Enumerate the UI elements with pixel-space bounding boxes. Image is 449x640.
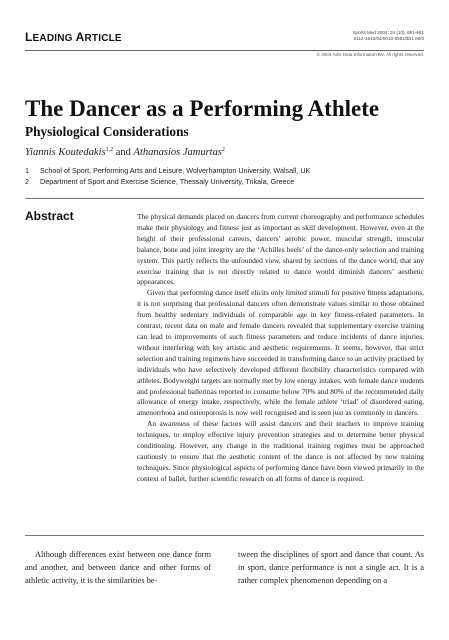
- section-label: [25, 30, 122, 44]
- section-label-rest-1: EADING: [32, 33, 76, 44]
- section-label-initial-2: A: [75, 30, 85, 44]
- abstract-heading: Abstract: [25, 209, 74, 223]
- header-divider: [25, 50, 424, 51]
- section-label-rest-2: RTICLE: [84, 33, 122, 44]
- affiliation-number: 2: [25, 176, 29, 186]
- journal-line-2: 0112-1642/04/0010-0651/$31.00/0: [353, 36, 424, 42]
- author-name: Athanasios Jamurtas: [133, 147, 222, 158]
- affiliation-item: [25, 177, 310, 188]
- author-list: [25, 147, 225, 158]
- abstract-top-divider: [25, 198, 424, 199]
- abstract-paragraph: Given that performing dance itself elicits only limited stimuli for positive fitness adaptations, it is not surprising that professional dancers often demonstrate values similar to those obtained from healthy sedentary individuals of comparable age in key fitness-related parameters. In contrast, recent data on male and female dancers revealed that supplementary exercise training can lead to improvements of such fitness parameters and reduce incidents of dance injuries, without interfering with key artistic and aesthetic requirements. It seems, however, that strict selection and training regimens have succeeded in transforming dance to an activity practised by individuals who have selectively developed different flexibility characteristics compared with athletes. Bodyweight targets are normally met by low energy intakes, with female dance students and professional ballerinas reported to consume below 70% and 80% of the recommended daily allowance of energy intake, respectively, while the female athlete ‘triad’ of disordered eating, amenorrhoea and osteoporosis is now well recognised and is seen just as commonly in dancers.: [137, 288, 424, 418]
- author-name: Yiannis Koutedakis: [25, 147, 106, 158]
- body-column-left: Although differences exist between one dance form and another, and between dance and other forms of athletic activity, it is the similarities be-: [25, 550, 211, 585]
- affiliation-text: Department of Sport and Exercise Science, Thessaly University, Trikala, Greece: [40, 176, 295, 186]
- abstract-body: [137, 212, 424, 485]
- author-affiliation-marker: 1,2: [105, 147, 114, 153]
- affiliation-list: [25, 166, 310, 187]
- journal-line-1: Sports Med 2004; 34 (10): 651-661: [352, 30, 424, 35]
- affiliation-number: 1: [25, 166, 29, 175]
- affiliation-item: [25, 166, 310, 177]
- article-subtitle: Physiological Considerations: [25, 124, 189, 139]
- copyright-notice: © 2004 Adis Data Information BV. All rights reserved.: [316, 52, 424, 57]
- section-label-initial-1: L: [25, 30, 33, 44]
- body-column-right: tween the disciplines of sport and dance that count. As in sport, dance performance is not a single act. It is a rather complex phenomenon depending on a: [238, 550, 424, 585]
- article-title: The Dancer as a Performing Athlete: [25, 96, 380, 121]
- abstract-paragraph: The physical demands placed on dancers from current choreography and performance schedules make their physiology and fitness just as important as skill development. However, even at the height of their professional careers, dancers’ aerobic power, muscular strength, muscular balance, bone and joint integrity are the ‘Achilles heels’ of the dance-only selection and training system. This partly reflects the unfounded view, shared by sections of the dance world, that any exercise training that is not directly related to dance would diminish dancers’ aesthetic appearances.: [137, 212, 424, 287]
- affiliation-text: School of Sport, Performing Arts and Leisure, Wolverhampton University, Walsall, UK: [40, 166, 311, 175]
- abstract-paragraph: An awareness of these factors will assist dancers and their teachers to improve training techniques, to employ effective injury prevention strategies and to determine better physical conditioning. However, any change in the traditional training regimes must be approached cautiously to ensure that the aesthetic content of the dance is not affected by new training techniques. Since physiological aspects of performing dance have been viewed primarily in the context of ballet, further scientific research on all forms of dance is required.: [137, 419, 424, 483]
- author-affiliation-marker: 2: [221, 147, 225, 153]
- journal-citation: [352, 30, 424, 42]
- author-conjunction: and: [113, 147, 134, 158]
- abstract-bottom-divider: [25, 535, 424, 536]
